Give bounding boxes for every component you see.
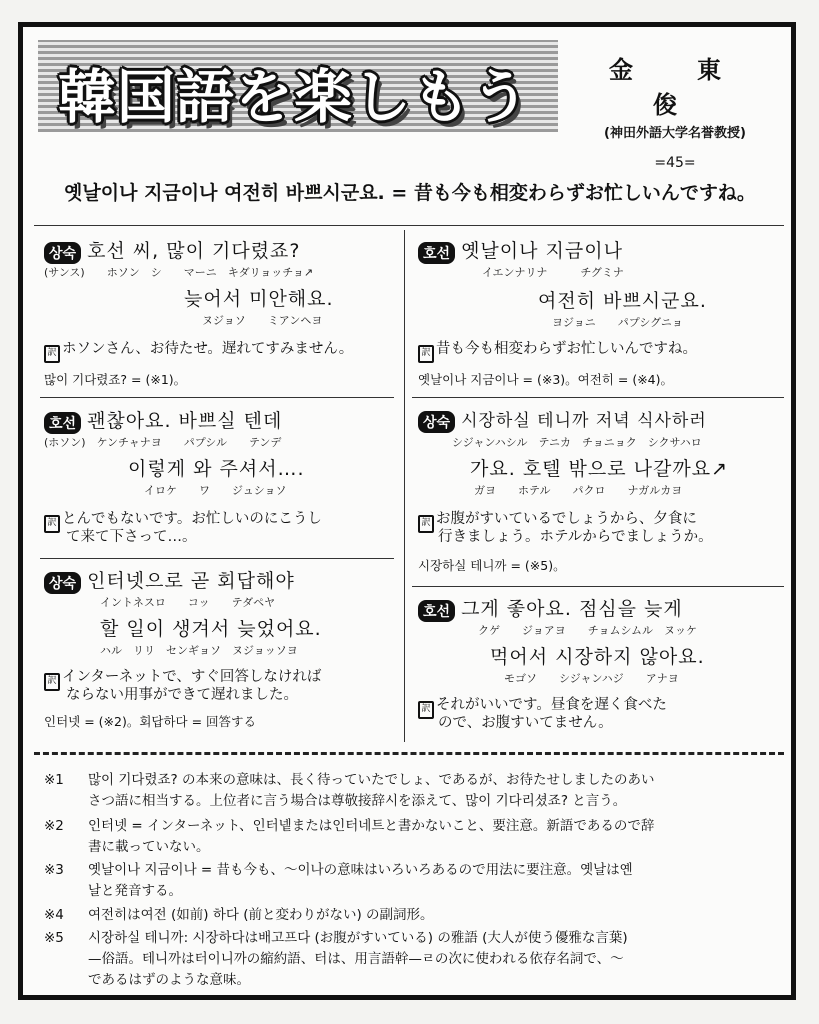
footnote-text: 많이 기다렸죠? の本来の意味は、長く待っていたでしょ、であるが、お待たせしましたのあい [88, 772, 655, 788]
divider [40, 397, 394, 398]
korean-line: 여전히 바쁘시군요. [538, 290, 707, 312]
speaker-badge: 상숙 [418, 411, 455, 433]
korean-line: 할 일이 생겨서 늦었어요. [100, 618, 322, 640]
korean-line: 시장하실 테니까 저녁 식사하러 [461, 411, 707, 431]
kana-reading: モゴソ シジャンハジ アナヨ [504, 672, 679, 685]
translation-icon: 訳 [418, 515, 434, 533]
korean-line: 이렇게 와 주셔서…. [128, 458, 305, 480]
note: 많이 기다렸죠? = (※1)。 [44, 372, 187, 387]
divider [40, 558, 394, 559]
translation: ならない用事ができて遅れました。 [66, 687, 298, 703]
translation: ので、お腹すいてません。 [438, 715, 613, 731]
dashed-divider [34, 752, 784, 755]
footnote-key: ※3 [44, 862, 64, 878]
kana-reading: ガヨ ホテル パクロ ナガルカヨ [474, 484, 683, 497]
footnote [44, 770, 778, 812]
headline: 옛날이나 지금이나 여전히 바쁘시군요. = 昔も今も相変わらずお忙しいんですね。 [64, 182, 756, 204]
footnote-text: —俗語。테니까は터이니까の縮約語、터は、用言語幹—ㄹの次に使われる依存名詞で、〜 [88, 951, 624, 967]
korean-line: 가요. 호텔 밖으로 나갈까요↗ [470, 458, 728, 480]
footnote-key: ※4 [44, 907, 64, 923]
kana-reading: クゲ ジョアヨ チョムシムル ヌッケ [478, 624, 698, 637]
translation: インターネットで、すぐ回答しなければ [62, 669, 322, 685]
korean-line: 인터넷으로 곧 회답해야 [87, 570, 295, 592]
translation: とんでもないです。お忙しいのにこうし [62, 511, 322, 527]
translation: ホソンさん、お待たせ。遅れてすみません。 [62, 341, 354, 357]
kana-reading: ヨジョニ パプシグニョ [552, 316, 683, 329]
speaker-badge: 상숙 [44, 572, 81, 594]
divider [34, 225, 784, 226]
translation-icon: 訳 [44, 515, 60, 533]
kana-reading: (ホソン) ケンチャナヨ パプシル テンデ [44, 436, 282, 449]
footnote [44, 905, 778, 926]
footnote-key: ※5 [44, 930, 64, 946]
korean-line: 호선 씨, 많이 기다렸죠? [87, 240, 301, 262]
footnote [44, 928, 778, 991]
translation-icon: 訳 [44, 673, 60, 691]
kana-reading: (サンス) ホソン シ マーニ キダリョッチョ↗ [44, 266, 314, 279]
kana-reading: シジャンハシル テニカ チョニョク シクサハロ [452, 436, 702, 449]
kana-reading: ヌジョソ ミアンヘヨ [202, 314, 323, 327]
footnote-text: 시장하실 테니까: 시장하다は배고프다 (お腹がすいている) の雅語 (大人が使う優雅な言葉) [88, 930, 628, 946]
footnote-text: 인터넷 = インターネット、인터넽または인터네트と書かないこと、要注意。新語であるので辞 [88, 818, 655, 834]
kana-reading: イエンナリナ チグミナ [482, 266, 624, 279]
translation-icon: 訳 [418, 701, 434, 719]
translation: お腹がすいているでしょうから、夕食に [436, 511, 697, 527]
translation: て来て下さって…。 [66, 529, 197, 545]
divider [412, 586, 784, 587]
footnote-text: さつ語に相当する。上位者に言う場合は尊敬接辞시を添えて、많이 기다리셨죠? と言う。 [88, 793, 627, 809]
author-affiliation: (神田外語大学名誉教授) [604, 126, 746, 141]
author-name: 金 東 俊 [609, 55, 785, 119]
footnote [44, 860, 778, 902]
footnote-text: 여전히は여전 (如前) 하다 (前と変わりがない) の副詞形。 [88, 907, 434, 923]
issue-number: =45= [654, 155, 696, 171]
kana-reading: イロケ ワ ジュショソ [144, 484, 287, 497]
speaker-badge: 호선 [418, 242, 455, 264]
note: 시장하실 테니까 = (※5)。 [418, 558, 566, 573]
divider [412, 397, 784, 398]
footnote-key: ※2 [44, 818, 64, 834]
footnote-text: 書に載っていない。 [88, 839, 210, 855]
speaker-badge: 호선 [44, 412, 81, 434]
translation: それがいいです。昼食を遅く食べた [436, 697, 667, 713]
footnote-text: であるはずのような意味。 [88, 972, 250, 988]
footnote [44, 816, 778, 858]
translation-icon: 訳 [44, 345, 60, 363]
footnote-key: ※1 [44, 772, 64, 788]
korean-line: 먹어서 시장하지 않아요. [490, 646, 705, 668]
korean-line: 늦어서 미안해요. [184, 288, 334, 310]
korean-line: 옛날이나 지금이나 [461, 240, 623, 262]
note: 인터넷 = (※2)。회답하다 = 回答する [44, 714, 257, 729]
translation: 昔も今も相変わらずお忙しいんですね。 [436, 341, 697, 357]
column-divider [404, 230, 405, 742]
speaker-badge: 상숙 [44, 242, 81, 264]
footnote-text: 날と発音する。 [88, 883, 183, 899]
author-block [570, 50, 785, 171]
kana-reading: イントネスロ コッ テダペヤ [100, 596, 276, 609]
korean-line: 괜찮아요. 바쁘실 텐데 [87, 410, 283, 432]
translation-icon: 訳 [418, 345, 434, 363]
korean-line: 그게 좋아요. 점심을 늦게 [461, 598, 683, 620]
page-title: 韓国語を楽しもう [58, 63, 531, 131]
footnote-text: 옛날이나 지금이나 = 昔も今も、〜이나の意味はいろいろあるので用法に要注意。옛날は옌 [88, 862, 633, 878]
kana-reading: ハル リリ センギョソ ヌジョッソヨ [100, 644, 298, 657]
translation: 行きましょう。ホテルからでましょうか。 [438, 529, 713, 545]
speaker-badge: 호선 [418, 600, 455, 622]
note: 옛날이나 지금이나 = (※3)。여전히 = (※4)。 [418, 372, 673, 387]
